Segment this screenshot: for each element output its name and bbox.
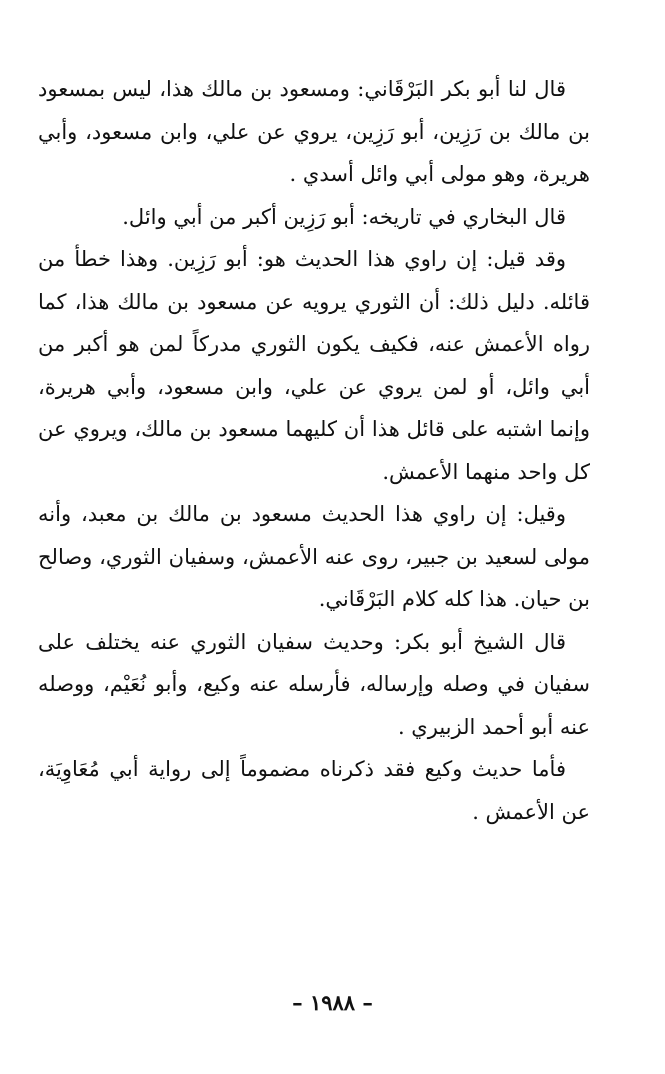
paragraph-alternative-narrator: وقيل: إن راوي هذا الحديث مسعود بن مالك بن معبد، وأنه مولى لسعيد بن جبير، روى عنه الأعمش، وسفيان الثوري، وصالح بن حيان. هذا كله كلام البَرْقَاني. <box>38 502 590 611</box>
paragraph-sheikh-abu-bakr: قال الشيخ أبو بكر: وحديث سفيان الثوري عنه يختلف على سفيان في وصله وإرساله، فأرسله عنه وكيع، وأبو نُعَيْم، ووصله عنه أبو أحمد الزبيري . <box>38 629 590 739</box>
paragraph-bukhari-quote: قال البخاري في تاريخه: أبو رَزِين أكبر من أبي وائل. <box>122 204 566 229</box>
page-number: – ١٩٨٨ – <box>292 990 373 1015</box>
paragraph-waki-hadith: فأما حديث وكيع فقد ذكرناه مضموماً إلى رواية أبي مُعَاوِيَة، عن الأعمش . <box>38 757 590 824</box>
paragraph-barqani-statement: قال لنا أبو بكر البَرْقَاني: ومسعود بن مالك هذا، ليس بمسعود بن مالك بن رَزِين، أبو رَزِين، يروي عن علي، وابن مسعود، وأبي هريرة، وهو مولى أبي وائل أسدي . <box>38 77 590 186</box>
page-body-text <box>38 68 590 833</box>
paragraph-refutation: وقد قيل: إن راوي هذا الحديث هو: أبو رَزِين. وهذا خطأ من قائله. دليل ذلك: أن الثوري يرويه عن مسعود بن مالك هذا، كما رواه الأعمش عنه، فكيف يكون الثوري مدركاً لمن هو أكبر من أبي وائل، أو لمن يروي عن علي، وابن مسعود، وأبي هريرة، وإنما اشتبه على قائل هذا أن كليهما مسعود بن مالك، ويروي عن كل واحد منهما الأعمش. <box>38 247 590 484</box>
